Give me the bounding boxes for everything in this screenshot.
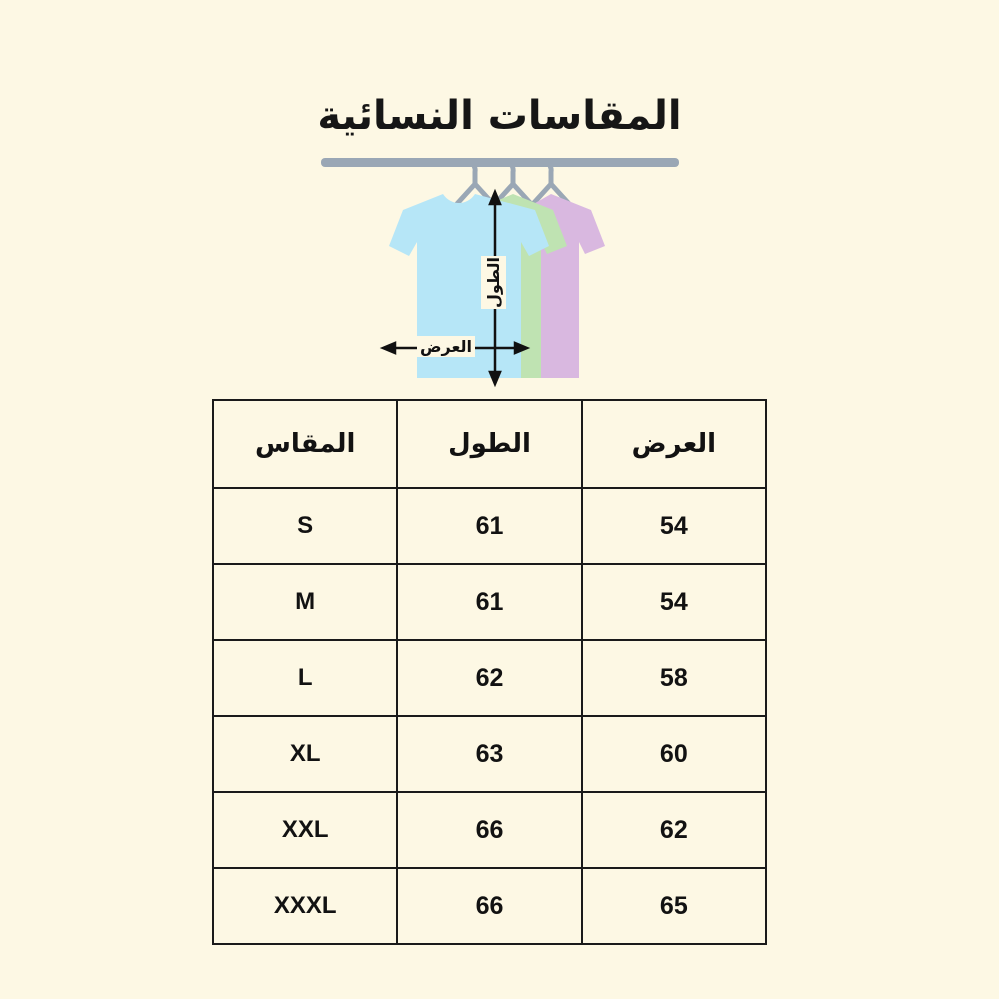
table-row — [213, 868, 766, 944]
cell-length: 61 — [397, 564, 581, 640]
cell-size: M — [213, 564, 397, 640]
column-header-size: المقاس — [213, 400, 397, 488]
table-row — [213, 640, 766, 716]
table-row — [213, 564, 766, 640]
length-arrow-head-bottom — [490, 372, 500, 384]
width-arrow-head-left — [383, 343, 395, 353]
cell-length: 66 — [397, 792, 581, 868]
cell-size: XXL — [213, 792, 397, 868]
cell-size: L — [213, 640, 397, 716]
cell-width: 62 — [582, 792, 766, 868]
table-row — [213, 716, 766, 792]
width-dimension-label: العرض — [417, 336, 475, 357]
table-row — [213, 792, 766, 868]
cell-length: 62 — [397, 640, 581, 716]
cell-width: 54 — [582, 564, 766, 640]
cell-size: S — [213, 488, 397, 564]
cell-width: 65 — [582, 868, 766, 944]
table-row — [213, 488, 766, 564]
length-dimension-label: الطول — [481, 256, 506, 309]
column-header-width: العرض — [582, 400, 766, 488]
column-header-length: الطول — [397, 400, 581, 488]
cell-length: 63 — [397, 716, 581, 792]
size-table — [212, 399, 767, 945]
cell-width: 54 — [582, 488, 766, 564]
cell-length: 66 — [397, 868, 581, 944]
size-table-container — [212, 399, 767, 945]
cell-length: 61 — [397, 488, 581, 564]
cell-size: XXXL — [213, 868, 397, 944]
length-arrow-head-top — [490, 192, 500, 204]
tshirt-illustration — [299, 150, 699, 390]
table-header-row — [213, 400, 766, 488]
cell-size: XL — [213, 716, 397, 792]
page-title: المقاسات النسائية — [317, 93, 682, 139]
cell-width: 60 — [582, 716, 766, 792]
cell-width: 58 — [582, 640, 766, 716]
